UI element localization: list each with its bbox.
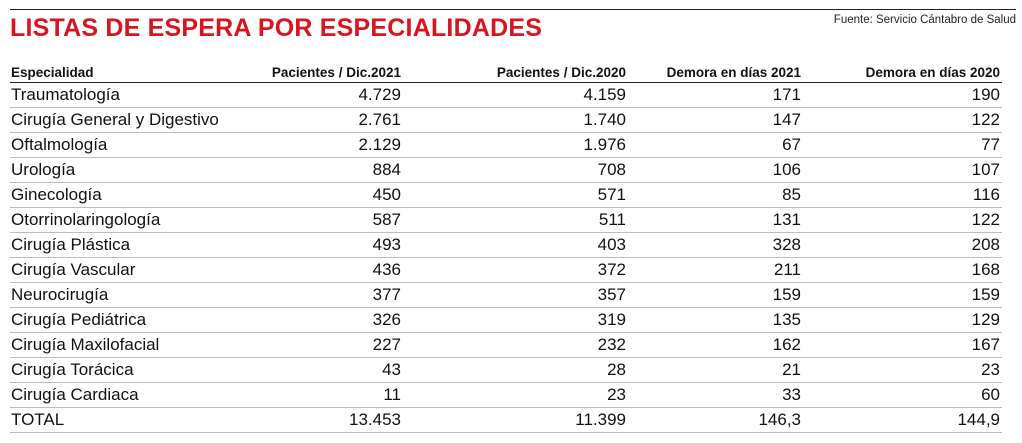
value-cell: 23 bbox=[403, 383, 628, 408]
specialty-cell: Cirugía Pediátrica bbox=[10, 308, 253, 333]
column-header: Demora en días 2020 bbox=[803, 60, 1002, 83]
value-cell: 377 bbox=[253, 283, 403, 308]
waiting-list-table bbox=[10, 60, 1002, 433]
value-cell: 1.976 bbox=[403, 133, 628, 158]
table-row bbox=[10, 358, 1002, 383]
value-cell: 319 bbox=[403, 308, 628, 333]
value-cell: 511 bbox=[403, 208, 628, 233]
value-cell: 403 bbox=[403, 233, 628, 258]
value-cell: 587 bbox=[253, 208, 403, 233]
value-cell: 2.129 bbox=[253, 133, 403, 158]
table-row bbox=[10, 333, 1002, 358]
value-cell: 122 bbox=[803, 108, 1002, 133]
value-cell: 168 bbox=[803, 258, 1002, 283]
value-cell: 171 bbox=[628, 83, 803, 108]
column-header: Demora en días 2021 bbox=[628, 60, 803, 83]
value-cell: 107 bbox=[803, 158, 1002, 183]
column-header: Especialidad bbox=[10, 60, 253, 83]
table-row bbox=[10, 158, 1002, 183]
value-cell: 450 bbox=[253, 183, 403, 208]
value-cell: 77 bbox=[803, 133, 1002, 158]
value-cell: 167 bbox=[803, 333, 1002, 358]
table-row bbox=[10, 208, 1002, 233]
value-cell: 357 bbox=[403, 283, 628, 308]
value-cell: 4.159 bbox=[403, 83, 628, 108]
top-rule bbox=[10, 9, 1016, 10]
value-cell: 129 bbox=[803, 308, 1002, 333]
value-cell: 159 bbox=[803, 283, 1002, 308]
specialty-cell: Neurocirugía bbox=[10, 283, 253, 308]
value-cell: 85 bbox=[628, 183, 803, 208]
specialty-cell: Cirugía Maxilofacial bbox=[10, 333, 253, 358]
source-note: Fuente: Servicio Cántabro de Salud bbox=[833, 14, 1016, 26]
value-cell: 159 bbox=[628, 283, 803, 308]
value-cell: 208 bbox=[803, 233, 1002, 258]
specialty-cell: Cirugía Cardiaca bbox=[10, 383, 253, 408]
value-cell: 571 bbox=[403, 183, 628, 208]
value-cell: 884 bbox=[253, 158, 403, 183]
value-cell: 190 bbox=[803, 83, 1002, 108]
value-cell: 43 bbox=[253, 358, 403, 383]
value-cell: 227 bbox=[253, 333, 403, 358]
specialty-cell: Cirugía Vascular bbox=[10, 258, 253, 283]
value-cell: 232 bbox=[403, 333, 628, 358]
value-cell: 436 bbox=[253, 258, 403, 283]
table-row bbox=[10, 83, 1002, 108]
specialty-cell: Otorrinolaringología bbox=[10, 208, 253, 233]
value-cell: 122 bbox=[803, 208, 1002, 233]
specialty-cell: Urología bbox=[10, 158, 253, 183]
value-cell: 23 bbox=[803, 358, 1002, 383]
value-cell: 11.399 bbox=[403, 408, 628, 433]
value-cell: 326 bbox=[253, 308, 403, 333]
value-cell: 21 bbox=[628, 358, 803, 383]
value-cell: 493 bbox=[253, 233, 403, 258]
value-cell: 708 bbox=[403, 158, 628, 183]
specialty-cell: Traumatología bbox=[10, 83, 253, 108]
table-row bbox=[10, 308, 1002, 333]
value-cell: 106 bbox=[628, 158, 803, 183]
value-cell: 372 bbox=[403, 258, 628, 283]
value-cell: 2.761 bbox=[253, 108, 403, 133]
value-cell: 13.453 bbox=[253, 408, 403, 433]
value-cell: 147 bbox=[628, 108, 803, 133]
value-cell: 4.729 bbox=[253, 83, 403, 108]
value-cell: 328 bbox=[628, 233, 803, 258]
value-cell: 28 bbox=[403, 358, 628, 383]
value-cell: 211 bbox=[628, 258, 803, 283]
table-body bbox=[10, 83, 1002, 433]
value-cell: 1.740 bbox=[403, 108, 628, 133]
value-cell: 67 bbox=[628, 133, 803, 158]
table-row bbox=[10, 108, 1002, 133]
table-row bbox=[10, 258, 1002, 283]
specialty-cell: Cirugía Torácica bbox=[10, 358, 253, 383]
specialty-cell: Oftalmología bbox=[10, 133, 253, 158]
value-cell: 60 bbox=[803, 383, 1002, 408]
column-header: Pacientes / Dic.2020 bbox=[403, 60, 628, 83]
value-cell: 131 bbox=[628, 208, 803, 233]
value-cell: 144,9 bbox=[803, 408, 1002, 433]
value-cell: 135 bbox=[628, 308, 803, 333]
specialty-cell: Ginecología bbox=[10, 183, 253, 208]
table-row bbox=[10, 283, 1002, 308]
column-header: Pacientes / Dic.2021 bbox=[253, 60, 403, 83]
specialty-cell: Cirugía General y Digestivo bbox=[10, 108, 253, 133]
table-row bbox=[10, 383, 1002, 408]
specialty-cell: Cirugía Plástica bbox=[10, 233, 253, 258]
table-header-row bbox=[10, 60, 1002, 83]
specialty-cell: TOTAL bbox=[10, 408, 253, 433]
table-row bbox=[10, 133, 1002, 158]
table-row bbox=[10, 233, 1002, 258]
chart-title: LISTAS DE ESPERA POR ESPECIALIDADES bbox=[10, 14, 543, 42]
value-cell: 33 bbox=[628, 383, 803, 408]
value-cell: 162 bbox=[628, 333, 803, 358]
value-cell: 11 bbox=[253, 383, 403, 408]
total-row bbox=[10, 408, 1002, 433]
value-cell: 116 bbox=[803, 183, 1002, 208]
value-cell: 146,3 bbox=[628, 408, 803, 433]
table-row bbox=[10, 183, 1002, 208]
